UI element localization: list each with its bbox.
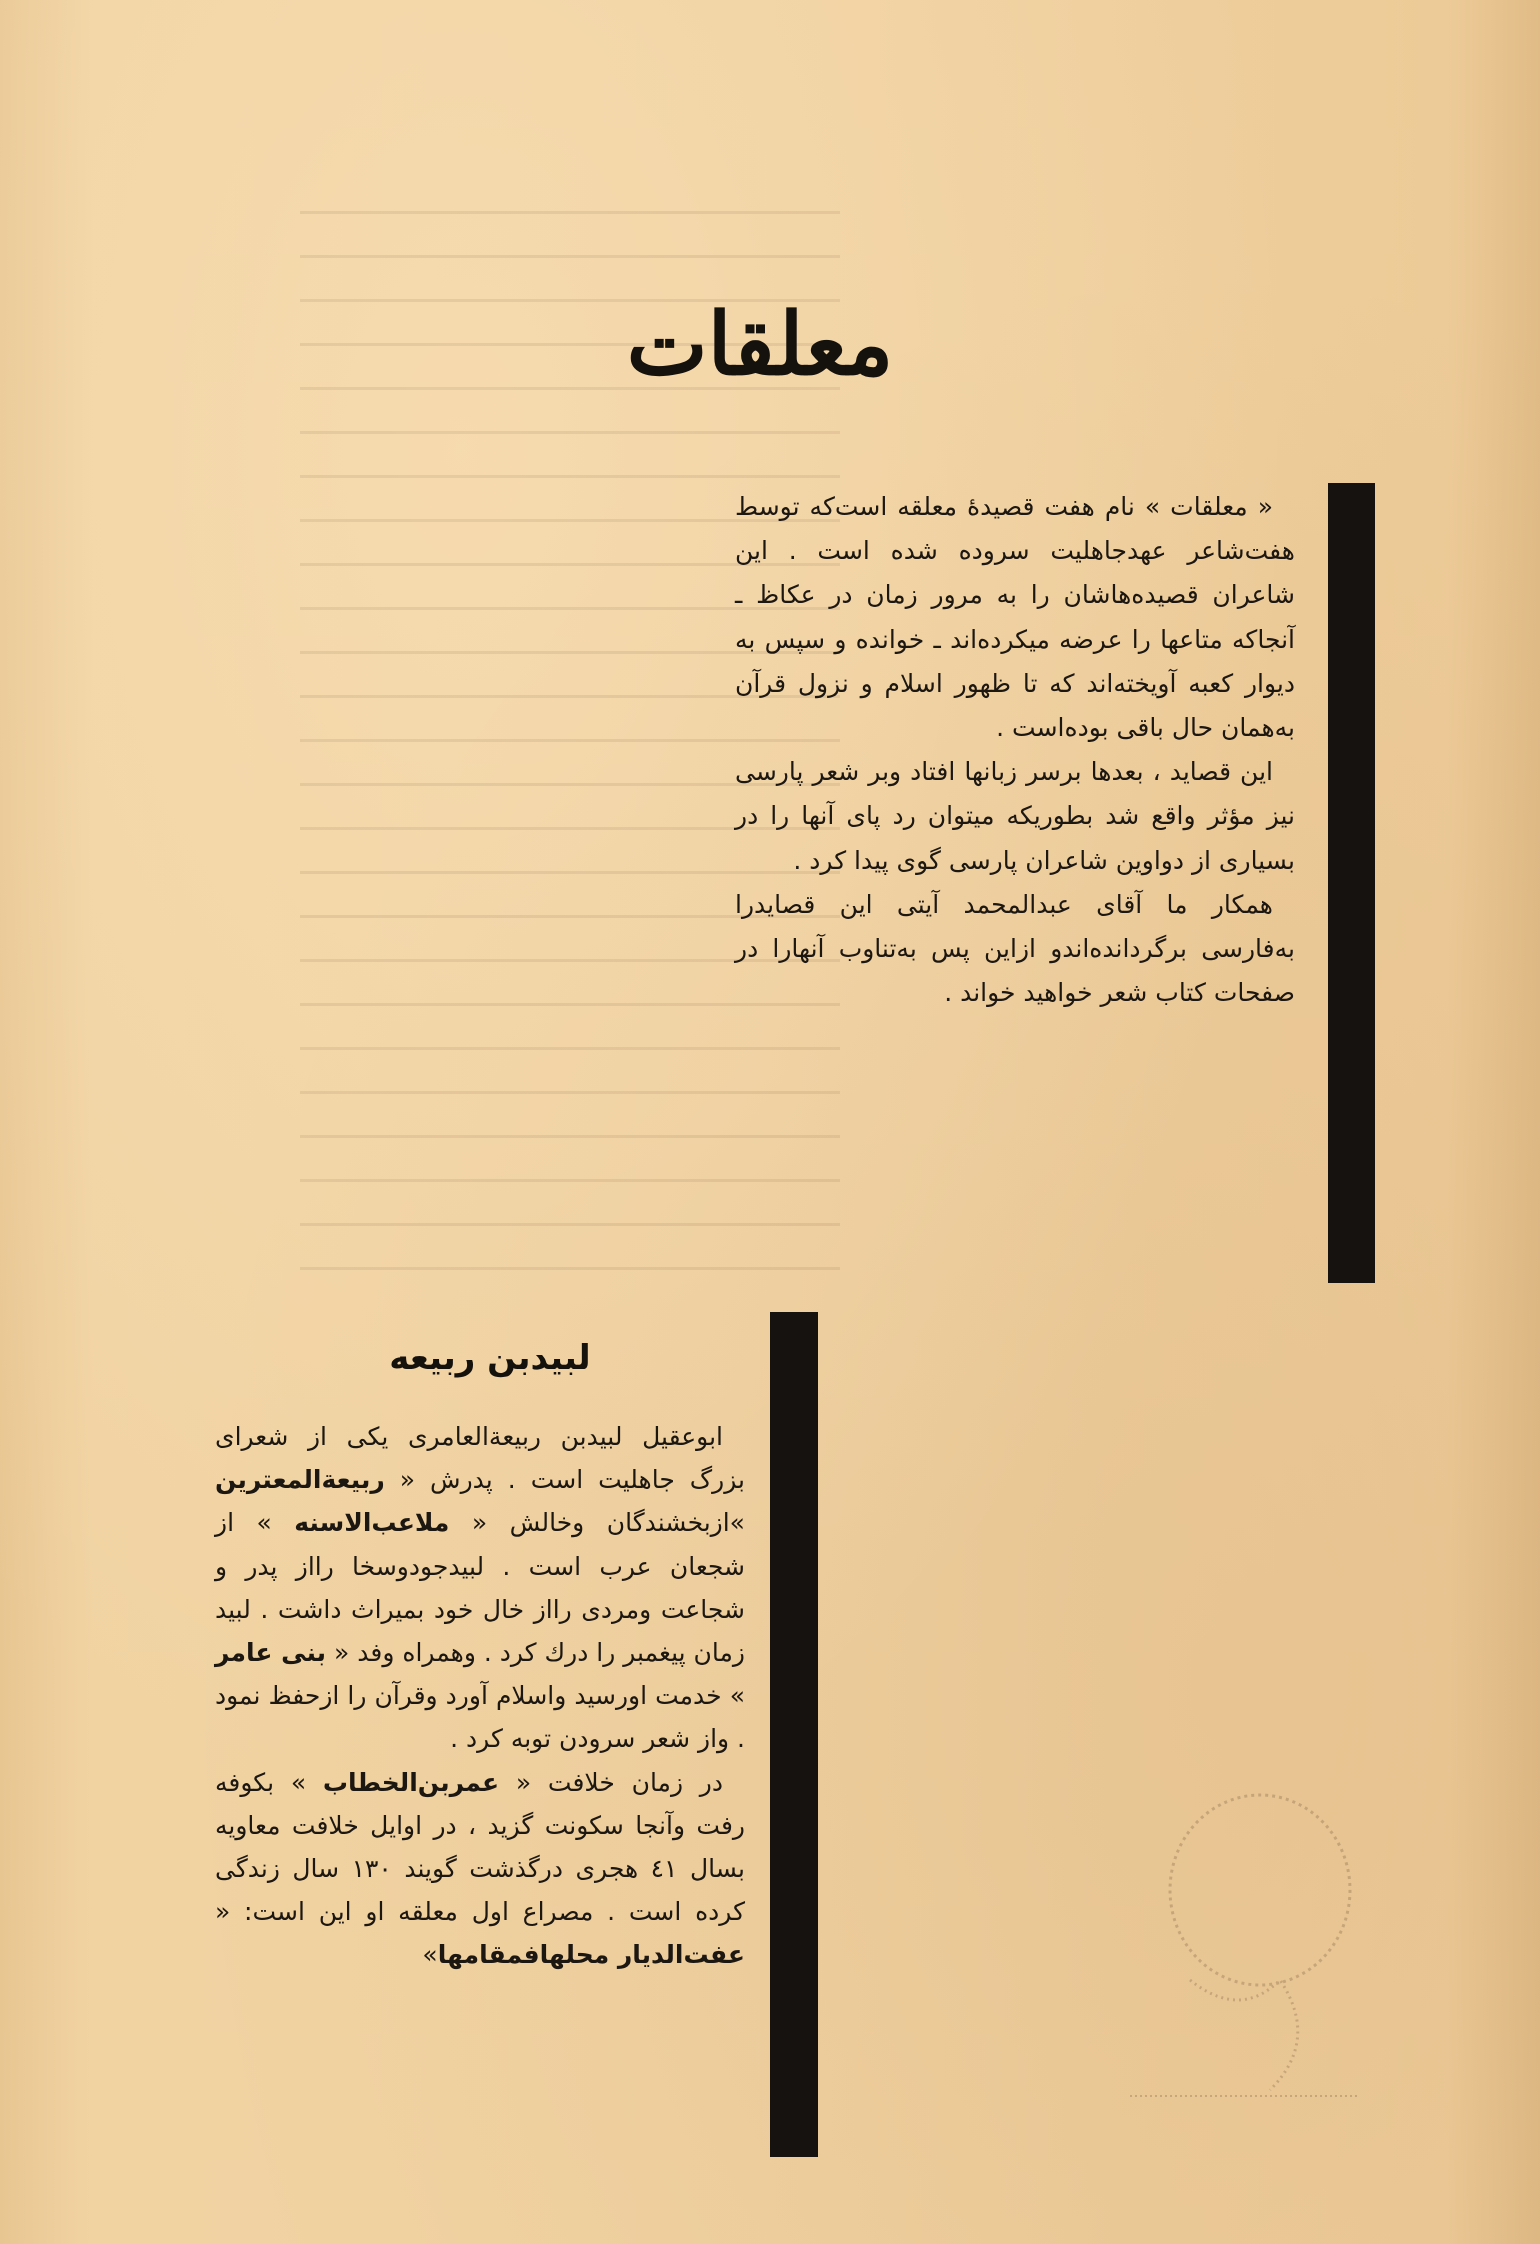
intro-text [735,485,1295,1015]
show-through-illustration [1130,1780,1360,2110]
section-paragraph-1 [215,1415,745,1761]
intro-paragraph-1: « معلقات » نام هفت قصیدهٔ معلقه است‌که توسط هفت‌شاعر عهدجاهلیت سروده شده است . این شاعران قصیده‌هاشان را به مرور زمان در عکاظ ـ آنجاکه متاعها را عرضه میکرده‌اند ـ خوانده و سپس به دیوار کعبه آویخته‌اند که تا ظهور اسلام و نزول قرآن به‌همان حال باقی بوده‌است . [735,492,1295,743]
bold-name: عمربن‌الخطاب [322,1767,500,1797]
text-run: در زمان خلافت « [515,1767,724,1797]
text-run: » [422,1940,438,1970]
intro-paragraph-2: این قصاید ، بعدها برسر زبانها افتاد وبر شعر پارسی نیز مؤثر واقع شد بطوریکه میتوان رد پای آنها را در بسیاری از دواوین شاعران پارسی گوی پیدا کرد . [735,757,1295,875]
intro-side-bar [1328,483,1375,1283]
text-run: ابوعقیل لبیدبن ربیعة‌العامری یکی از شعرای بزرگ جاهلیت است . پدرش « [215,1422,745,1495]
bold-name: بنی عامر [214,1638,327,1668]
text-run: » از شجعان عرب است . لبیدجودوسخا رااز پدر و شجاعت ومردی رااز خال خود بمیراث داشت . لبید زمان پیغمبر را درك کرد . وهمراه وفد « [215,1508,745,1668]
section-paragraph-2 [215,1761,745,1977]
page-title: معلقات [626,294,894,395]
section-text [215,1415,745,1977]
text-run: »ازبخشندگان وخالش « [471,1508,745,1538]
text-run: » خدمت اورسید واسلام آورد وقرآن را ازحفظ نمود . واز شعر سرودن توبه کرد . [215,1681,745,1754]
intro-paragraph-3: همکار ما آقای عبدالمحمد آیتی این قصایدرا به‌فارسی برگردانده‌اندو ازاین پس به‌تناوب آنهارا در صفحات کتاب شعر خواهید خواند . [735,889,1295,1008]
section-heading: لبیدبن ربیعه [389,1338,591,1378]
section-side-bar [770,1312,818,2157]
text-run: » بکوفه رفت وآنجا سکونت گزید ، در اوایل خلافت معاویه بسال ٤١ هجری درگذشت گویند ١٣٠ سال زندگی کرده است . مصراع اول معلقه او این است: « [215,1767,745,1927]
bold-name: ربیعة‌المعترین [215,1465,385,1495]
bold-name: عفت‌الدیار محلهافمقامها [437,1940,745,1970]
bold-name: ملاعب‌الاسنه [294,1508,450,1538]
